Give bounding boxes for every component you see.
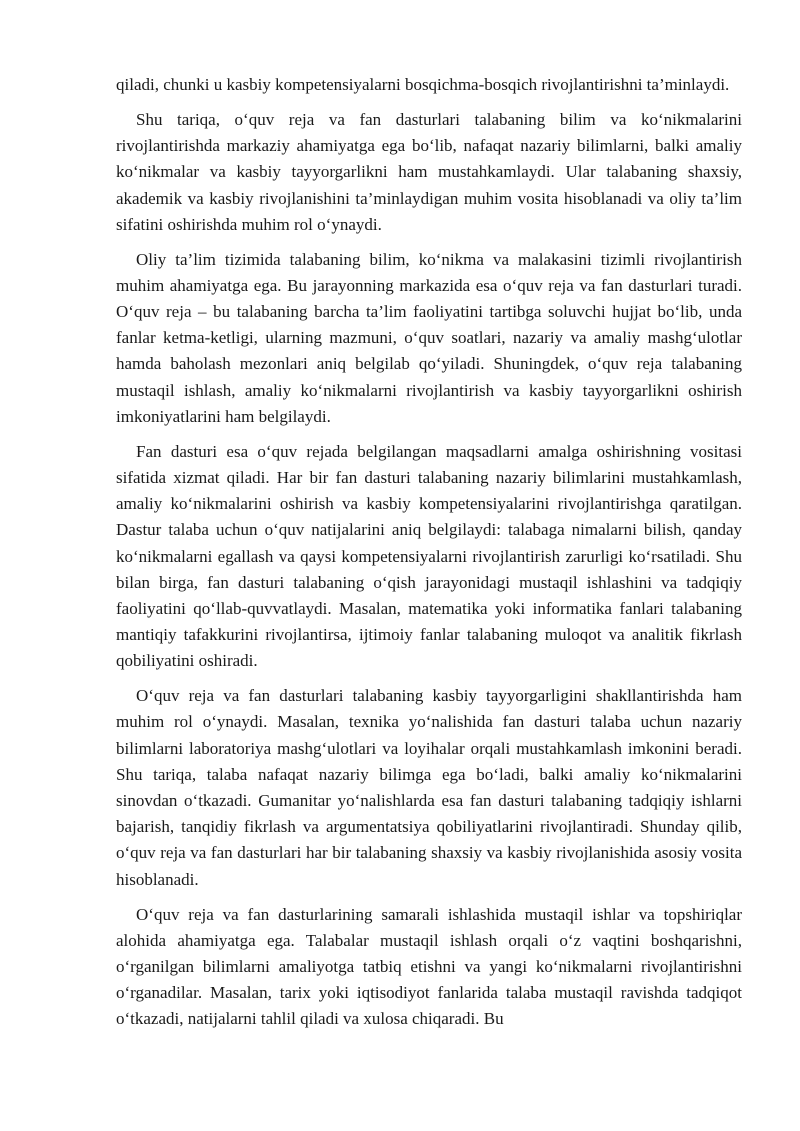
paragraph-continuation: qiladi, chunki u kasbiy kompetensiyalarni bosqichma-bosqich rivojlantirishni ta’minlaydi. — [116, 75, 730, 94]
paragraph: Shu tariqa, o‘quv reja va fan dasturlari talabaning bilim va ko‘nikmalarini rivojlantirishda markaziy ahamiyatga ega bo‘lib, nafaqat nazariy bilimlarni, balki amaliy ko‘nikmalar va kasbiy tayyorgarlikni ham mustahkamlaydi. Ular talabaning shaxsiy, akademik va kasbiy rivojlanishini ta’minlaydigan muhim vosita hisoblanadi va oliy ta’lim sifatini oshirishda muhim rol o‘ynaydi. — [116, 109, 742, 234]
document-page — [116, 72, 742, 1041]
paragraph: O‘quv reja va fan dasturlari talabaning kasbiy tayyorgarligini shakllantirishda ham muhim rol o‘ynaydi. Masalan, texnika yo‘nalishida fan dasturi talaba uchun nazariy bilimlarni laboratoriya mashg‘ulotlari va loyihalar orqali mustahkamlash imkonini beradi. Shu tariqa, talaba nafaqat nazariy bilimga ega bo‘ladi, balki amaliy ko‘nikmalarini sinovdan o‘tkazadi. Gumanitar yo‘nalishlarda esa fan dasturi talabaning tadqiqiy ishlarni bajarish, tanqidiy fikrlash va argumentatsiya qobiliyatlarini rivojlantiradi. Shunday qilib, o‘quv reja va fan dasturlari har bir talabaning shaxsiy va kasbiy rivojlanishida asosiy vosita hisoblanadi. — [116, 686, 742, 889]
paragraph: Fan dasturi esa o‘quv rejada belgilangan maqsadlarni amalga oshirishning vositasi sifatida xizmat qiladi. Har bir fan dasturi talabaning nazariy bilimlarini mustahkamlash, amaliy ko‘nikmalarini oshirish va kasbiy kompetensiyalarini rivojlantirishga qaratilgan. Dastur talaba uchun o‘quv natijalarini aniq belgilaydi: talabaga nimalarni bilish, qanday ko‘nikmalarni egallash va qaysi kompetensiyalarni rivojlantirish zarurligi ko‘rsatiladi. Shu bilan birga, fan dasturi talabaning o‘qish jarayonidagi mustaqil ishlashini va tadqiqiy faoliyatini qo‘llab-quvvatlaydi. Masalan, matematika yoki informatika fanlari talabaning mantiqiy tafakkurini rivojlantirsa, ijtimoiy fanlar talabaning muloqot va analitik fikrlash qobiliyatini oshiradi. — [116, 441, 742, 671]
paragraph: Oliy ta’lim tizimida talabaning bilim, ko‘nikma va malakasini tizimli rivojlantirish muhim ahamiyatga ega. Bu jarayonning markazida esa o‘quv reja va fan dasturlari turadi. O‘quv reja – bu talabaning barcha ta’lim faoliyatini tartibga soluvchi hujjat bo‘lib, unda fanlar ketma-ketligi, ularning mazmuni, o‘quv soatlari, nazariy va amaliy mashg‘ulotlar hamda baholash mezonlari aniq belgilab qo‘yiladi. Shuningdek, o‘quv reja talabaning mustaqil ishlash, amaliy ko‘nikmalarni rivojlantirish va kasbiy tayyorgarlikni oshirish imkoniyatlarini ham belgilaydi. — [116, 249, 742, 426]
paragraph: O‘quv reja va fan dasturlarining samarali ishlashida mustaqil ishlar va topshiriqlar alohida ahamiyatga ega. Talabalar mustaqil ishlash orqali o‘z vaqtini boshqarishni, o‘rganilgan bilimlarni amaliyotga tatbiq etishni va yangi ko‘nikmalarni rivojlantirishni o‘rganadilar. Masalan, tarix yoki iqtisodiyot fanlarida talaba mustaqil ravishda tadqiqot o‘tkazadi, natijalarni tahlil qiladi va xulosa chiqaradi. Bu — [116, 904, 742, 1029]
